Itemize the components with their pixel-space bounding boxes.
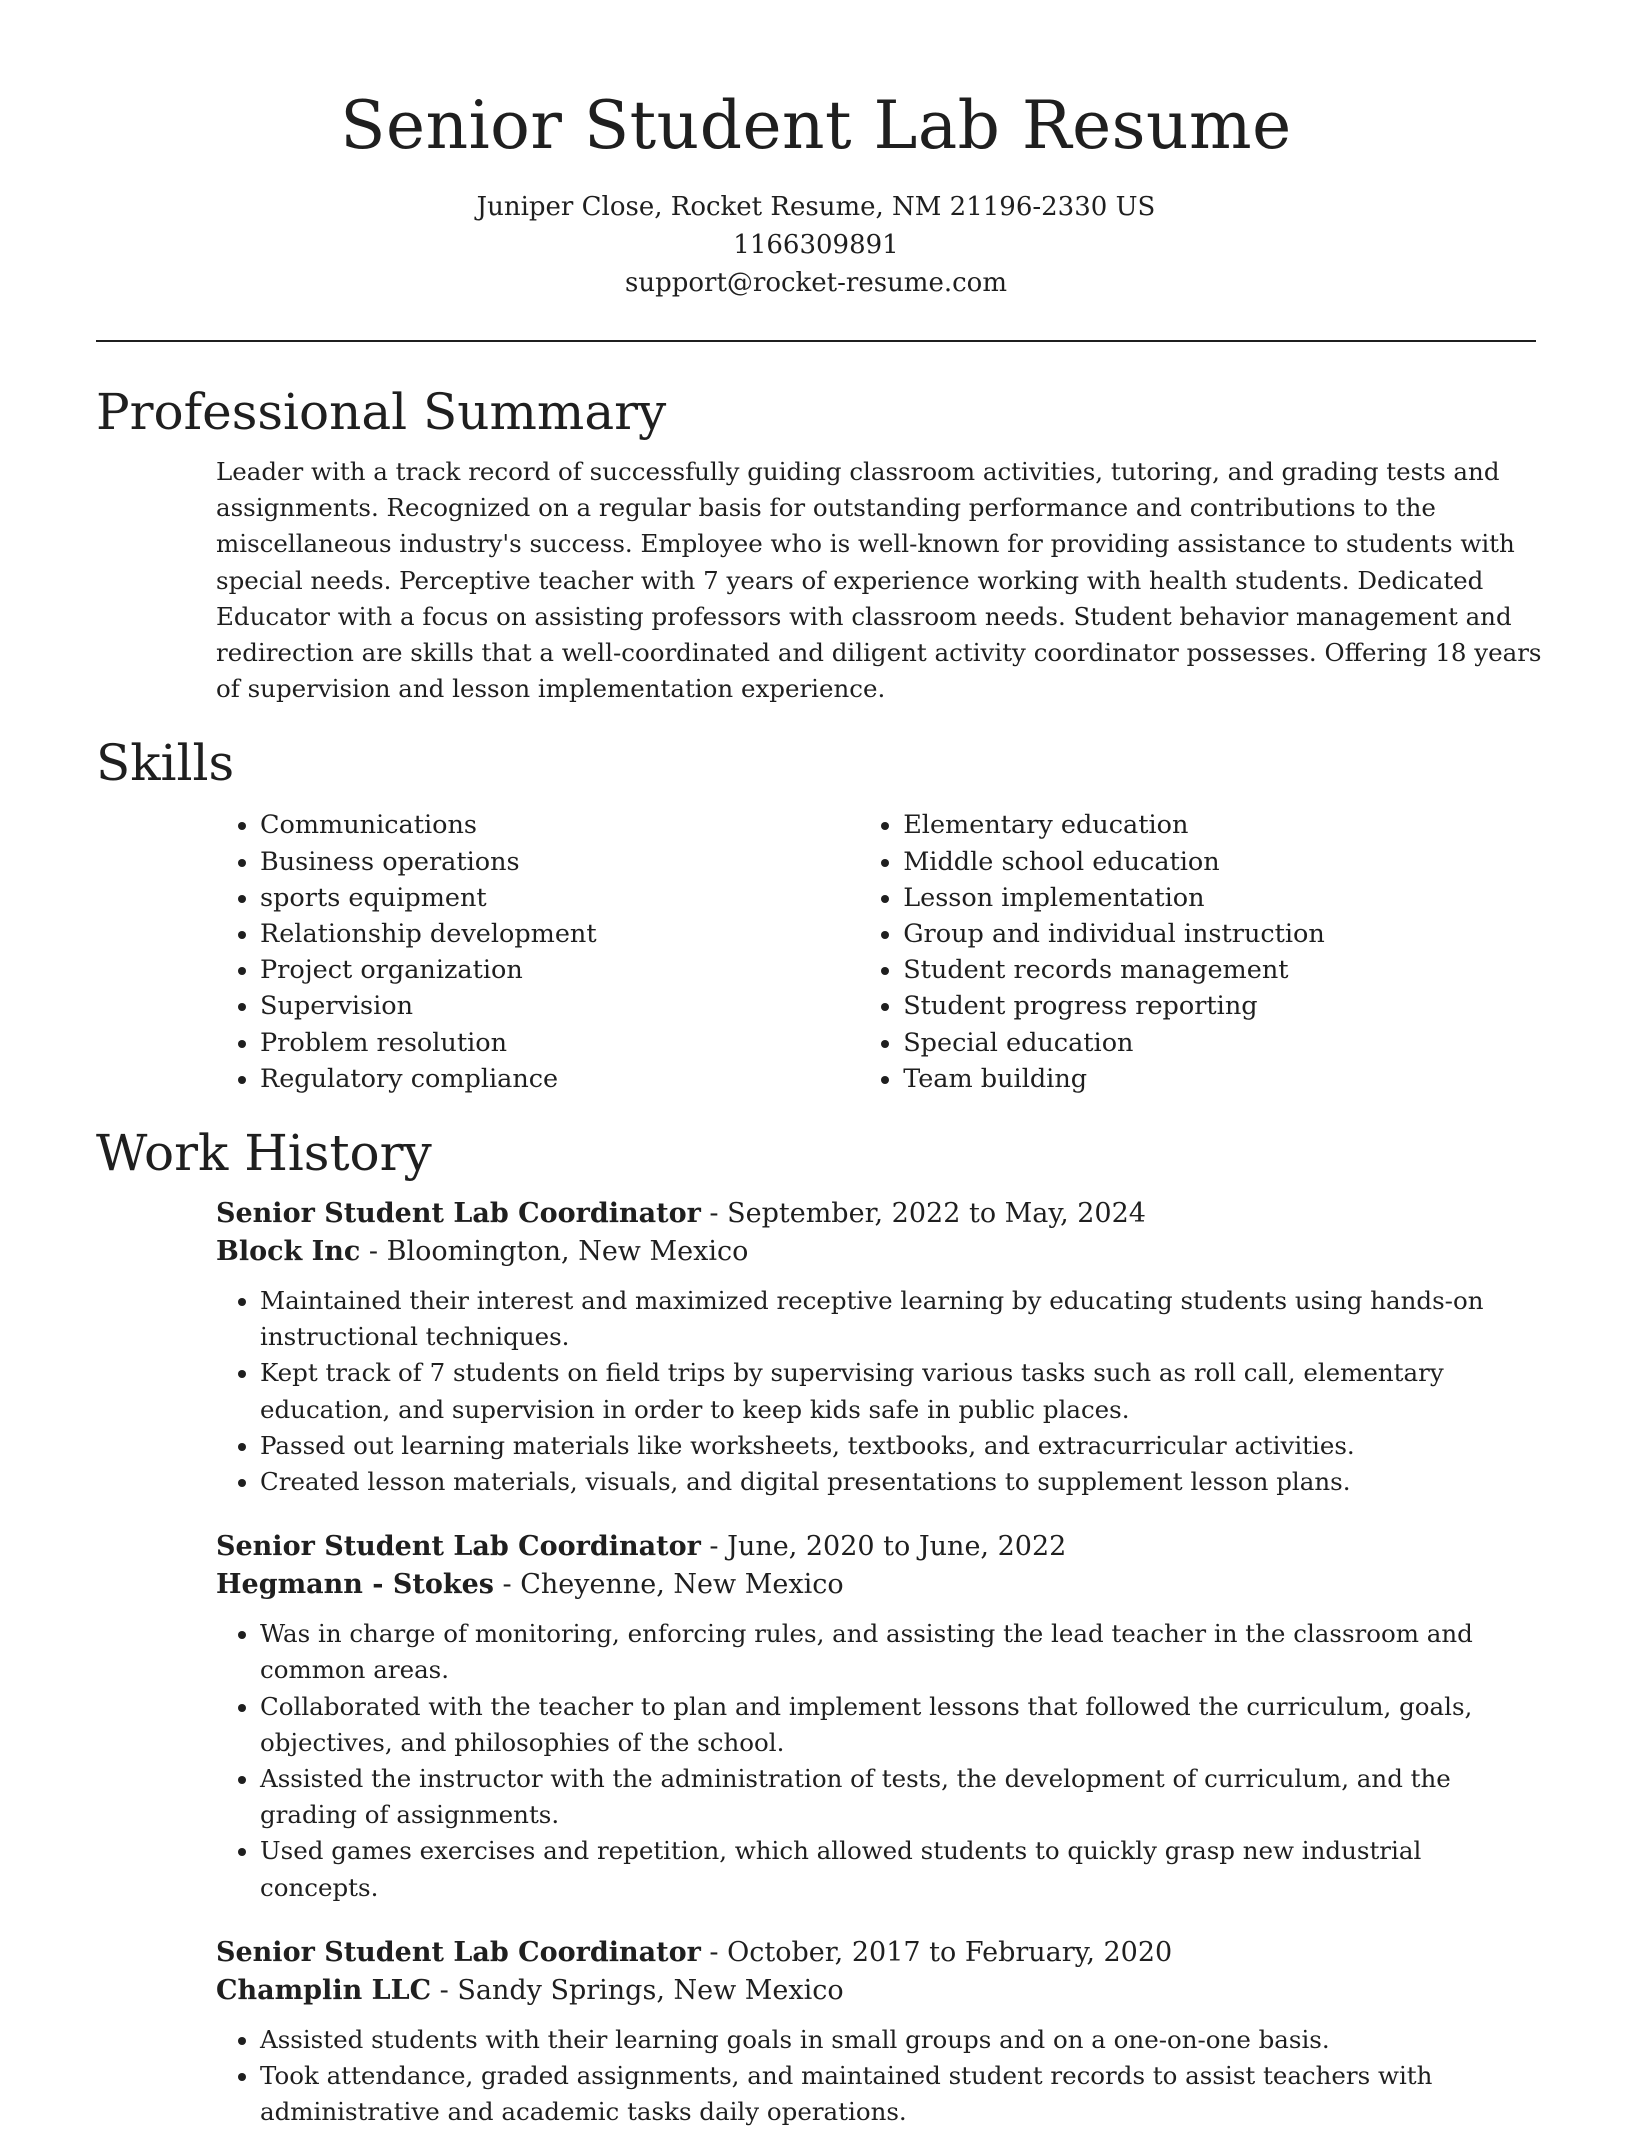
summary-text: Leader with a track record of successfully guiding classroom activities, tutoring, and grading tests and assignments. Recognized on a regular basis for outstanding performance and contributions to the miscellaneous industry's success. Employee who is well-known for providing assistance to students with special needs. Perceptive teacher with 7 years of experience working with health students. Dedicated Educator with a focus on assisting professors with classroom needs. Student behavior management and redirection are skills that a well-coordinated and diligent activity coordinator possesses. Offering 18 years of supervision and lesson implementation experience.	[216, 457, 1542, 704]
job-bullet: • Created lesson materials, visuals, and digital presentations to supplement lesson plans.	[260, 1464, 1546, 1500]
job-bullet: • Used games exercises and repetition, which allowed students to quickly grasp new industrial concepts.	[260, 1833, 1546, 1905]
job-bullet: • Collaborated with the teacher to plan and implement lessons that followed the curriculum, goals, objectives, and philosophies of the school.	[260, 1689, 1546, 1761]
job-bullet-list	[216, 1283, 1546, 1500]
job-location: - Sandy Springs, New Mexico	[431, 1974, 844, 2006]
skill-item: • Team building	[903, 1061, 1536, 1097]
skill-item: • Communications	[260, 807, 859, 843]
job-company: Hegmann - Stokes	[216, 1569, 494, 1601]
skill-item: • Problem resolution	[260, 1025, 859, 1061]
skill-item: • Group and individual instruction	[903, 916, 1536, 952]
skills-columns	[216, 807, 1536, 1097]
skill-item: • Student progress reporting	[903, 988, 1536, 1024]
job-bullet-list	[216, 2022, 1546, 2131]
resume-title: Senior Student Lab Resume	[340, 87, 1292, 164]
skill-item: • sports equipment	[260, 880, 859, 916]
job-dates: - October, 2017 to February, 2020	[700, 1936, 1173, 1968]
job-company: Block Inc	[216, 1236, 361, 1268]
job-title: Senior Student Lab Coordinator	[216, 1936, 701, 1968]
resume-header	[96, 0, 1536, 302]
job-dates: - September, 2022 to May, 2024	[700, 1198, 1146, 1230]
skill-item: • Business operations	[260, 844, 859, 880]
job-entry	[216, 1195, 1536, 1500]
skill-item: • Relationship development	[260, 916, 859, 952]
work-history-heading: Work History	[96, 1124, 432, 1183]
skill-item: • Lesson implementation	[903, 880, 1536, 916]
job-bullet: • Passed out learning materials like worksheets, textbooks, and extracurricular activities.	[260, 1428, 1546, 1464]
skills-list-left	[216, 807, 859, 1097]
job-entry	[216, 1528, 1536, 1906]
skill-item: • Project organization	[260, 952, 859, 988]
skill-item: • Elementary education	[903, 807, 1536, 843]
summary-heading: Professional Summary	[96, 383, 667, 441]
job-company-line	[216, 1233, 1536, 1271]
phone-number: 1166309891	[733, 230, 899, 260]
job-bullet: • Assisted students with their learning goals in small groups and on a one-on-one basis.	[260, 2022, 1546, 2058]
address: Juniper Close, Rocket Resume, NM 21196-2330 US	[476, 192, 1156, 222]
skills-list-right	[859, 807, 1536, 1097]
email-address: support@rocket-resume.com	[624, 268, 1007, 298]
job-company-line	[216, 1972, 1536, 2010]
contact-block	[96, 188, 1536, 302]
job-company: Champlin LLC	[216, 1974, 432, 2006]
summary-section	[96, 380, 1542, 707]
skill-item: • Special education	[903, 1025, 1536, 1061]
job-company-line	[216, 1566, 1536, 1604]
job-bullet: • Kept track of 7 students on field trips by supervising various tasks such as roll call, elementary education, and supervision in order to keep kids safe in public places.	[260, 1355, 1546, 1427]
job-title-line	[216, 1195, 1536, 1233]
skills-heading: Skills	[96, 734, 235, 793]
work-history-section	[96, 1121, 1536, 2130]
job-entry	[216, 1934, 1536, 2131]
job-bullet: • Maintained their interest and maximized receptive learning by educating students using hands-on instructional techniques.	[260, 1283, 1546, 1355]
job-bullet: • Assisted the instructor with the administration of tests, the development of curriculum, and the grading of assignments.	[260, 1761, 1546, 1833]
header-divider	[96, 340, 1536, 342]
skill-item: • Regulatory compliance	[260, 1061, 859, 1097]
job-bullet-list	[216, 1616, 1546, 1906]
job-title-line	[216, 1528, 1536, 1566]
job-title-line	[216, 1934, 1536, 1972]
job-bullet: • Took attendance, graded assignments, and maintained student records to assist teachers with administrative and academic tasks daily operations.	[260, 2058, 1546, 2130]
job-title: Senior Student Lab Coordinator	[216, 1531, 701, 1563]
resume-page	[96, 0, 1542, 2131]
job-location: - Cheyenne, New Mexico	[493, 1569, 844, 1601]
skill-item: • Student records management	[903, 952, 1536, 988]
job-title: Senior Student Lab Coordinator	[216, 1198, 701, 1230]
job-bullet: • Was in charge of monitoring, enforcing rules, and assisting the lead teacher in the classroom and common areas.	[260, 1616, 1546, 1688]
skills-section	[96, 731, 1536, 1097]
skill-item: • Middle school education	[903, 844, 1536, 880]
job-dates: - June, 2020 to June, 2022	[700, 1531, 1067, 1563]
job-location: - Bloomington, New Mexico	[360, 1236, 749, 1268]
skill-item: • Supervision	[260, 988, 859, 1024]
